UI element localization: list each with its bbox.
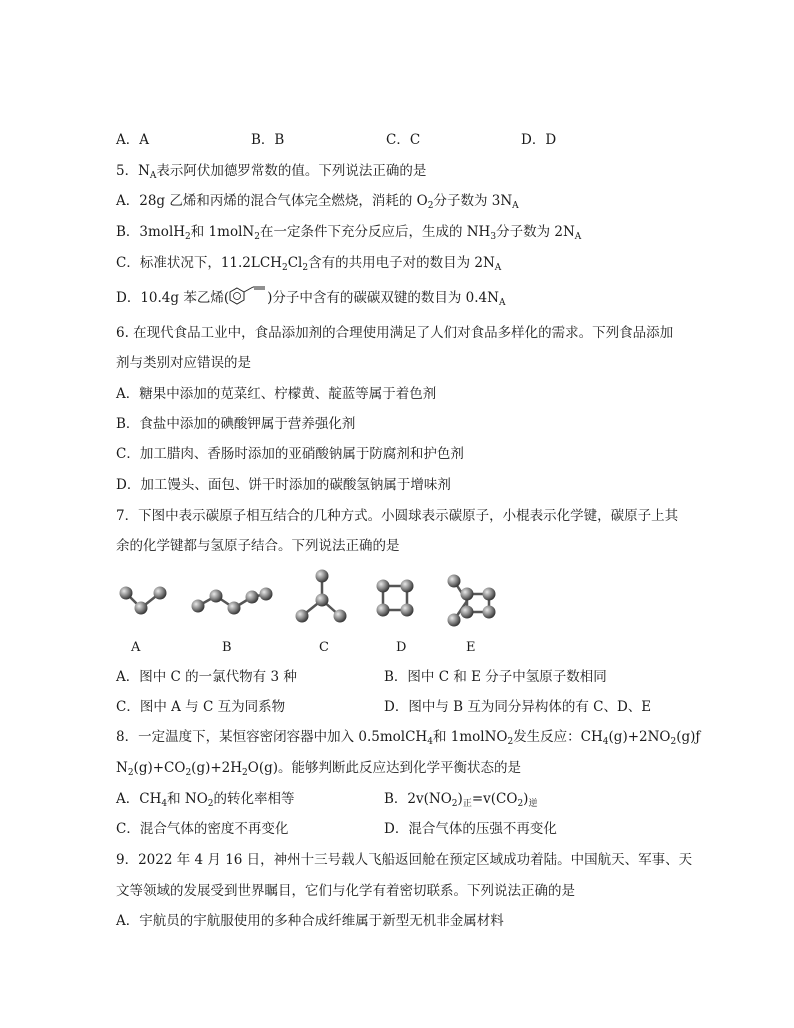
q8-stem-line2: $N_2(g)+CO_2(g)+2H_2O(g)$。能够判断此反应达到化学平衡状态的是 [116, 760, 522, 778]
figure-label-c: C [319, 640, 329, 655]
q7-stem-line1: 7．下图中表示碳原子相互结合的几种方式。小圆球表示碳原子，小棍表示化学键，碳原子上其 [116, 508, 679, 524]
structure-d [377, 580, 414, 617]
q6-option-c: C．加工腊肉、香肠时添加的亚硝酸钠属于防腐剂和护色剂 [116, 446, 464, 462]
q9-stem-line1: 9．2022 年 4 月 16 日，神州十三号载人飞船返回舱在预定区域成功着陆。中国航天、军事、天 [116, 852, 693, 868]
structure-a [120, 587, 167, 615]
structure-c [296, 570, 347, 623]
q7-option-d: D．图中与 B 互为同分异构体的有 C、D、E [384, 699, 652, 715]
figure-label-a: A [131, 640, 141, 655]
structure-b [192, 588, 273, 615]
figure-label-e: E [466, 640, 476, 655]
q5-stem: 5．$N_A$表示阿伏加德罗常数的值。下列说法正确的是 [116, 163, 427, 181]
q8-stem-line1: 8．一定温度下，某恒容密闭容器中加入 0.5molCH$_4$和 1molNO$_2$发生反应：$CH_4(g)+2NO_2(g)ƒ$ [116, 729, 701, 747]
q4-option-d: D．D [521, 132, 557, 148]
q4-option-c: C．C [386, 132, 421, 148]
q5-option-b: B．3molH$_2$和 1molN$_2$在一定条件下充分反应后，生成的 $NH_3$分子数为 $2N_A$ [116, 224, 582, 242]
figure-label-b: B [222, 640, 232, 655]
q5-option-c: C．标准状况下，$11.2LCH_2Cl_2$含有的共用电子对的数目为 $2N_A$ [116, 255, 502, 273]
styrene-structure-icon [229, 286, 267, 308]
q5-option-d: D．10.4g 苯乙烯( )分子中含有的碳碳双键的数目为 $0.4N_A$ [116, 286, 505, 308]
q6-stem-line2: 剂与类别对应错误的是 [116, 355, 251, 371]
q8-option-c: C．混合气体的密度不再变化 [116, 821, 289, 837]
q6-option-b: B．食盐中添加的碘酸钾属于营养强化剂 [116, 416, 356, 432]
structure-e [448, 575, 496, 627]
figure-label-d: D [396, 640, 407, 655]
q7-stem-line2: 余的化学键都与氢原子结合。下列说法正确的是 [116, 538, 400, 554]
q7-option-c: C．图中 A 与 C 互为同系物 [116, 699, 286, 715]
q6-option-a: A．糖果中添加的苋菜红、柠檬黄、靛蓝等属于着色剂 [116, 386, 437, 402]
q8-option-d: D．混合气体的压强不再变化 [384, 821, 557, 837]
q5-option-a: A．28g 乙烯和丙烯的混合气体完全燃烧，消耗的 $O_2$分子数为 $3N_A$ [116, 193, 519, 211]
q7-option-b: B．图中 C 和 E 分子中氢原子数相同 [384, 669, 607, 685]
q4-option-a: A．A [116, 132, 149, 148]
q8-option-a: A．$CH_4$和 $NO_2$的转化率相等 [116, 791, 295, 809]
q7-option-a: A．图中 C 的一氯代物有 3 种 [116, 669, 297, 685]
carbon-structures-figure [110, 566, 510, 658]
q9-stem-line2: 文等领域的发展受到世界瞩目，它们与化学有着密切联系。下列说法正确的是 [116, 883, 575, 899]
q6-option-d: D．加工馒头、面包、饼干时添加的碳酸氢钠属于增味剂 [116, 477, 451, 493]
q8-option-b: B．$2v(NO_2)_正=v(CO_2)_逆$ [384, 791, 538, 809]
q4-option-b: B．B [251, 132, 285, 148]
q6-stem-line1: 6. 在现代食品工业中，食品添加剂的合理使用满足了人们对食品多样化的需求。下列食品添加 [116, 325, 674, 341]
q9-option-a: A．宇航员的宇航服使用的多种合成纤维属于新型无机非金属材料 [116, 913, 504, 929]
